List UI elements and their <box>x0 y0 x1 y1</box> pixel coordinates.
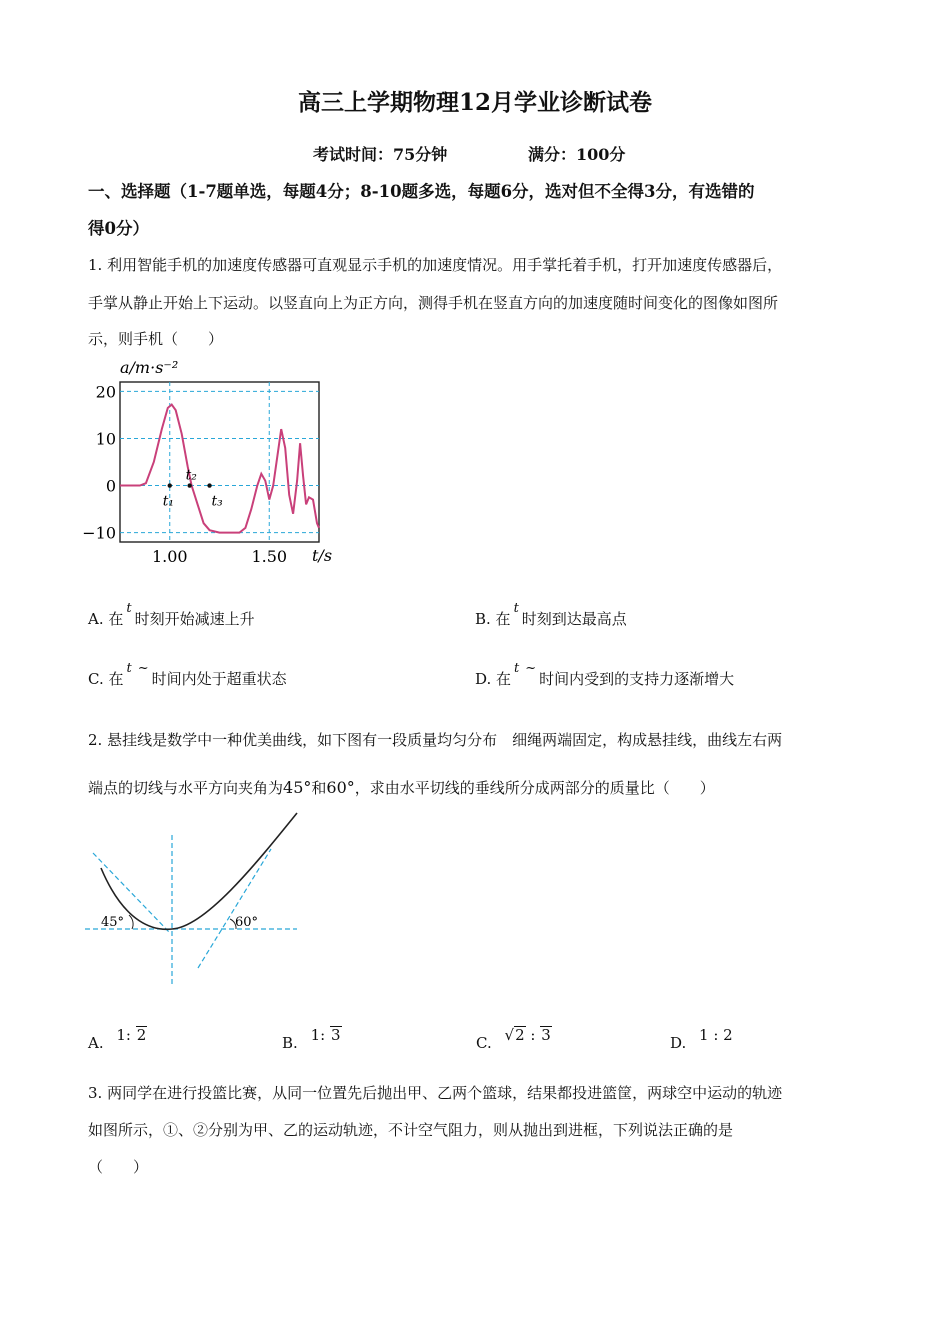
x-tick-label: 1.00 <box>151 547 188 566</box>
section-heading-line2: 得0分） <box>88 219 149 238</box>
q1-option-c[interactable] <box>88 661 287 689</box>
time-symbol: t <box>126 661 132 676</box>
q2-line1: 2. 悬挂线是数学中一种优美曲线，如下图有一段质量均匀分布 细绳两端固定，构成悬挂线，曲线左右两 <box>88 731 783 749</box>
option-value: 1 : 2 <box>699 1026 733 1044</box>
exam-time: 考试时间：75分钟 <box>313 145 448 164</box>
option-label: A. 在 <box>88 610 124 628</box>
q2-text-b: 和 <box>311 779 327 797</box>
y-tick-labels <box>82 382 116 542</box>
marker-label: t₂ <box>185 467 197 484</box>
q1-line3: 示，则手机（ ） <box>88 330 224 348</box>
q2-text-c: ，求由水平切线的垂线所分成两部分的质量比（ ） <box>354 779 715 797</box>
option-value: 1: <box>310 1026 330 1044</box>
marker-dot <box>187 483 191 487</box>
q2-option-b[interactable] <box>282 1026 342 1052</box>
tilde-symbol: ~ <box>525 661 537 676</box>
catenary-figure <box>85 805 305 990</box>
sqrt-2: 2 <box>515 1026 525 1044</box>
full-score: 满分：100分 <box>528 145 626 164</box>
time-symbol: t <box>514 661 520 676</box>
acceleration-curve <box>120 405 319 533</box>
q1-line2: 手掌从静止开始上下运动。以竖直向上为正方向，测得手机在竖直方向的加速度随时间变化的图像如图所 <box>88 294 779 312</box>
left-angle-arc <box>129 915 133 929</box>
option-label: B. 在 <box>475 610 511 628</box>
x-tick-labels <box>152 547 287 566</box>
q1-option-b[interactable] <box>475 601 627 629</box>
q1-option-a[interactable] <box>88 601 255 629</box>
time-symbol: t <box>513 601 519 616</box>
q2-line2 <box>88 777 715 798</box>
q3-line2: 如图所示，①、②分别为甲、乙的运动轨迹，不计空气阻力，则从抛出到进框，下列说法正确的是 <box>88 1121 734 1139</box>
marker-dot <box>168 483 172 487</box>
option-text: 时间内处于超重状态 <box>151 670 287 688</box>
sqrt-2: 2 <box>136 1026 147 1044</box>
marker-label: t₁ <box>162 493 174 510</box>
option-label: C. <box>476 1034 492 1052</box>
sqrt-3: 3 <box>330 1026 341 1044</box>
option-label: C. 在 <box>88 670 124 688</box>
q3-line1: 3. 两同学在进行投篮比赛，从同一位置先后抛出甲、乙两个篮球，结果都投进篮筐，两球空中运动的轨迹 <box>88 1084 783 1102</box>
page-title: 高三上学期物理12月学业诊断试卷 <box>297 89 652 116</box>
time-symbol: t <box>126 601 132 616</box>
option-label: D. <box>670 1034 687 1052</box>
y-tick-label: −10 <box>82 523 116 543</box>
x-tick-label: 1.50 <box>251 547 288 566</box>
q2-option-a[interactable] <box>88 1026 147 1052</box>
option-text: 时刻到达最高点 <box>521 610 627 628</box>
option-text: 时间内受到的支持力逐渐增大 <box>539 670 735 688</box>
ratio-sep: : <box>525 1026 541 1044</box>
option-value: 1: <box>116 1026 136 1044</box>
q1-line1: 1. 利用智能手机的加速度传感器可直观显示手机的加速度情况。用手掌托着手机，打开加速度传感器后， <box>88 256 783 274</box>
right-tangent-line <box>198 849 271 968</box>
option-label: B. <box>282 1034 298 1052</box>
q2-text-a: 端点的切线与水平方向夹角为 <box>88 779 284 797</box>
acceleration-time-chart <box>80 355 340 570</box>
x-axis-label: t/s <box>312 546 333 565</box>
angle-45: 45° <box>283 778 312 797</box>
right-angle-label: 60° <box>235 915 259 930</box>
grid-lines <box>120 382 319 542</box>
q1-option-d[interactable] <box>475 661 735 689</box>
option-text: 时刻开始减速上升 <box>134 610 255 628</box>
y-axis-label: a/m·s⁻² <box>120 358 179 377</box>
option-label: D. 在 <box>475 670 512 688</box>
angle-60: 60° <box>326 778 355 797</box>
y-tick-label: 0 <box>105 476 116 496</box>
q2-option-c[interactable] <box>476 1026 552 1052</box>
marker-dot <box>207 483 211 487</box>
plot-frame <box>120 382 319 542</box>
sqrt-prefix: √ <box>504 1026 515 1044</box>
left-angle-label: 45° <box>101 915 125 930</box>
y-tick-label: 10 <box>95 429 116 449</box>
marker-label: t₃ <box>211 493 223 510</box>
q2-option-d[interactable] <box>670 1026 733 1052</box>
q3-line3: （ ） <box>88 1158 149 1176</box>
section-heading-line1: 一、选择题（1-7题单选，每题4分；8-10题多选，每题6分，选对但不全得3分，有选错的 <box>88 182 755 201</box>
catenary-curve <box>101 813 297 929</box>
y-tick-label: 20 <box>95 382 116 402</box>
tilde-symbol: ~ <box>137 661 149 676</box>
option-label: A. <box>88 1034 104 1052</box>
sqrt-3: 3 <box>541 1026 551 1044</box>
